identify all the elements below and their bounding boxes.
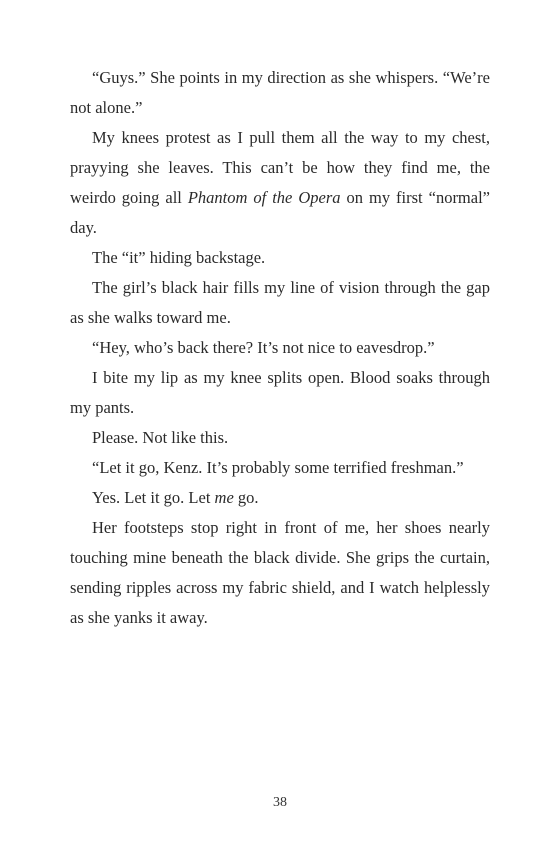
paragraph: “Hey, who’s back there? It’s not nice to eavesdrop.” [92, 338, 435, 357]
paragraph [70, 123, 490, 243]
paragraph-text: go. [233, 488, 259, 507]
body-text [70, 63, 490, 633]
paragraph-text: My knees protest as I pull them all the way to my chest, prayying she leaves. This can’t be how they find me, the weirdo going all [70, 128, 490, 207]
paragraph: “Let it go, Kenz. It’s probably some terrified freshman.” [92, 458, 464, 477]
paragraph: The “it” hiding backstage. [92, 248, 266, 267]
paragraph: The girl’s black hair fills my line of vision through the gap as she walks toward me. [70, 278, 490, 327]
paragraph: Her footsteps stop right in front of me, her shoes nearly touching mine beneath the black divide. She grips the curtain, sending ripples across my fabric shield, and I watch helplessly as she yanks it away. [70, 518, 490, 627]
paragraph: “Guys.” She points in my direction as she whispers. “We’re not alone.” [70, 68, 490, 117]
paragraph-text: Yes. Let it go. Let [92, 488, 211, 507]
italic-title: Phantom of the Opera [187, 188, 341, 207]
paragraph-text: on my first “normal” day. [70, 188, 491, 237]
page-number: 38 [273, 795, 287, 810]
paragraph [70, 483, 490, 513]
italic-emphasis: me [214, 488, 234, 507]
paragraph: I bite my lip as my knee splits open. Blood soaks through my pants. [70, 368, 490, 417]
paragraph: Please. Not like this. [92, 428, 229, 447]
